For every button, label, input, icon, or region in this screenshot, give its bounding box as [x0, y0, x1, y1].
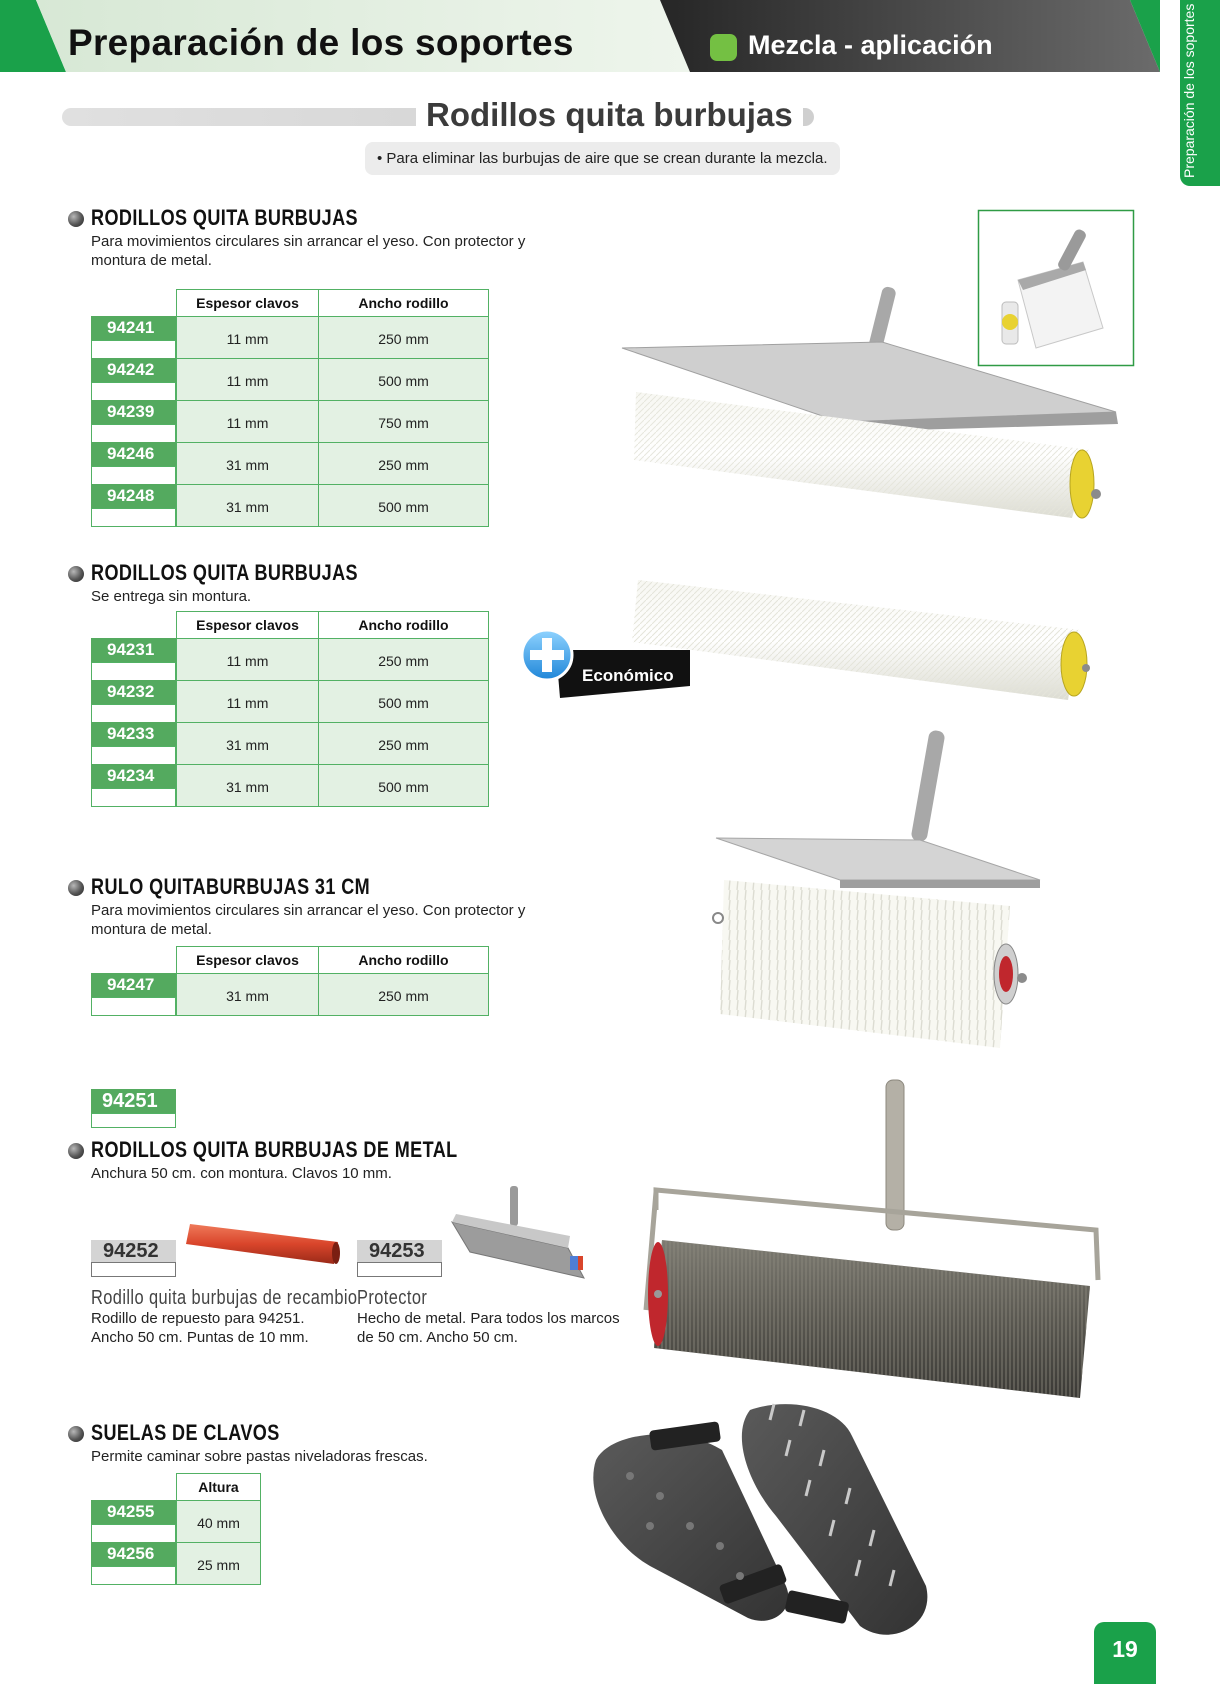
table-cell: 250 mm — [318, 722, 489, 765]
table-cell: 250 mm — [318, 442, 489, 485]
product-title: SUELAS DE CLAVOS — [91, 1420, 280, 1445]
bullet-icon — [68, 1143, 84, 1159]
accessory-code: 94253 — [357, 1240, 442, 1262]
table-cell: 31 mm — [176, 722, 319, 765]
table-cell: 31 mm — [176, 484, 319, 527]
product-description: montura de metal. — [91, 921, 212, 938]
table-cell: 11 mm — [176, 400, 319, 443]
product-title: RODILLOS QUITA BURBUJAS — [91, 560, 359, 585]
product-code: 94231 — [91, 638, 176, 662]
code-box — [91, 340, 176, 359]
spiked-soles-photo — [590, 1396, 950, 1676]
product-code: 94256 — [91, 1542, 176, 1566]
table-cell: 40 mm — [176, 1500, 261, 1543]
replacement-roller-photo — [184, 1218, 344, 1268]
column-header: Ancho rodillo — [318, 289, 489, 317]
code-box — [91, 1524, 176, 1543]
product-description: montura de metal. — [91, 252, 212, 269]
code-box — [91, 704, 176, 723]
accessory-title: Protector — [357, 1287, 428, 1309]
accessory-description: de 50 cm. Ancho 50 cm. — [357, 1329, 518, 1346]
accessory-code: 94252 — [91, 1240, 176, 1262]
table-cell: 250 mm — [318, 973, 489, 1016]
product-description: Se entrega sin montura. — [91, 588, 252, 605]
product-description: Permite caminar sobre pastas niveladoras frescas. — [91, 1448, 428, 1465]
table-cell: 31 mm — [176, 973, 319, 1016]
table-cell: 11 mm — [176, 358, 319, 401]
product-code: 94242 — [91, 358, 176, 382]
bullet-icon — [68, 1426, 84, 1442]
section-note: • Para eliminar las burbujas de aire que se crean durante la mezcla. — [365, 142, 840, 175]
column-header: Espesor clavos — [176, 946, 319, 974]
side-section-label: Preparación de los soportes — [1181, 3, 1197, 178]
product-code: 94246 — [91, 442, 176, 466]
table-cell: 11 mm — [176, 638, 319, 681]
code-box — [91, 508, 176, 527]
accessory-description: Ancho 50 cm. Puntas de 10 mm. — [91, 1329, 309, 1346]
product-code: 94247 — [91, 973, 176, 997]
product-code: 94241 — [91, 316, 176, 340]
product-code: 94248 — [91, 484, 176, 508]
metal-bubble-roller-photo — [636, 1080, 1106, 1420]
table-cell: 500 mm — [318, 484, 489, 527]
bullet-icon — [68, 566, 84, 582]
product-code: 94232 — [91, 680, 176, 704]
code-box — [91, 382, 176, 401]
column-header: Ancho rodillo — [318, 946, 489, 974]
code-box — [91, 1262, 176, 1277]
bullet-icon — [68, 211, 84, 227]
column-header: Altura — [176, 1473, 261, 1501]
section-title: Rodillos quita burbujas — [416, 96, 803, 134]
product-title: RODILLOS QUITA BURBUJAS — [91, 205, 359, 230]
economico-badge-label: Económico — [582, 666, 674, 685]
product-code: 94255 — [91, 1500, 176, 1524]
page-title: Preparación de los soportes — [68, 22, 574, 63]
accessory-title: Rodillo quita burbujas de recambio — [91, 1287, 358, 1309]
bubble-roller-with-frame-photo — [620, 282, 1120, 522]
table-cell: 500 mm — [318, 764, 489, 807]
protector-photo — [450, 1186, 590, 1276]
bubble-roller-sleeve-photo — [628, 576, 1098, 702]
accessory-description: Rodillo de repuesto para 94251. — [91, 1310, 305, 1327]
category-subtitle: Mezcla - aplicación — [748, 30, 993, 60]
column-header: Espesor clavos — [176, 611, 319, 639]
table-cell: 11 mm — [176, 316, 319, 359]
table-cell: 25 mm — [176, 1542, 261, 1585]
column-header: Ancho rodillo — [318, 611, 489, 639]
code-box — [91, 1566, 176, 1585]
bubble-roller-31cm-photo — [710, 730, 1040, 1050]
bullet-icon — [68, 880, 84, 896]
table-cell: 250 mm — [318, 638, 489, 681]
code-box — [91, 424, 176, 443]
product-code: 94239 — [91, 400, 176, 424]
product-code: 94234 — [91, 764, 176, 788]
category-tag-icon — [710, 34, 737, 61]
product-description: Para movimientos circulares sin arrancar el yeso. Con protector y — [91, 902, 526, 919]
table-cell: 500 mm — [318, 358, 489, 401]
product-title: RULO QUITABURBUJAS 31 CM — [91, 874, 371, 899]
code-box — [91, 788, 176, 807]
page-number: 19 — [1112, 1636, 1138, 1662]
table-cell: 750 mm — [318, 400, 489, 443]
code-box — [91, 466, 176, 485]
product-title: RODILLOS QUITA BURBUJAS DE METAL — [91, 1137, 458, 1162]
code-box — [91, 997, 176, 1016]
column-header: Espesor clavos — [176, 289, 319, 317]
product-description: Para movimientos circulares sin arrancar el yeso. Con protector y — [91, 233, 526, 250]
product-code: 94251 — [91, 1089, 176, 1113]
product-description: Anchura 50 cm. con montura. Clavos 10 mm. — [91, 1165, 392, 1182]
code-box — [357, 1262, 442, 1277]
code-box — [91, 662, 176, 681]
code-box — [91, 1113, 176, 1128]
product-code: 94233 — [91, 722, 176, 746]
code-box — [91, 746, 176, 765]
table-cell: 31 mm — [176, 764, 319, 807]
accessory-description: Hecho de metal. Para todos los marcos — [357, 1310, 620, 1327]
table-cell: 31 mm — [176, 442, 319, 485]
table-cell: 500 mm — [318, 680, 489, 723]
table-cell: 250 mm — [318, 316, 489, 359]
table-cell: 11 mm — [176, 680, 319, 723]
